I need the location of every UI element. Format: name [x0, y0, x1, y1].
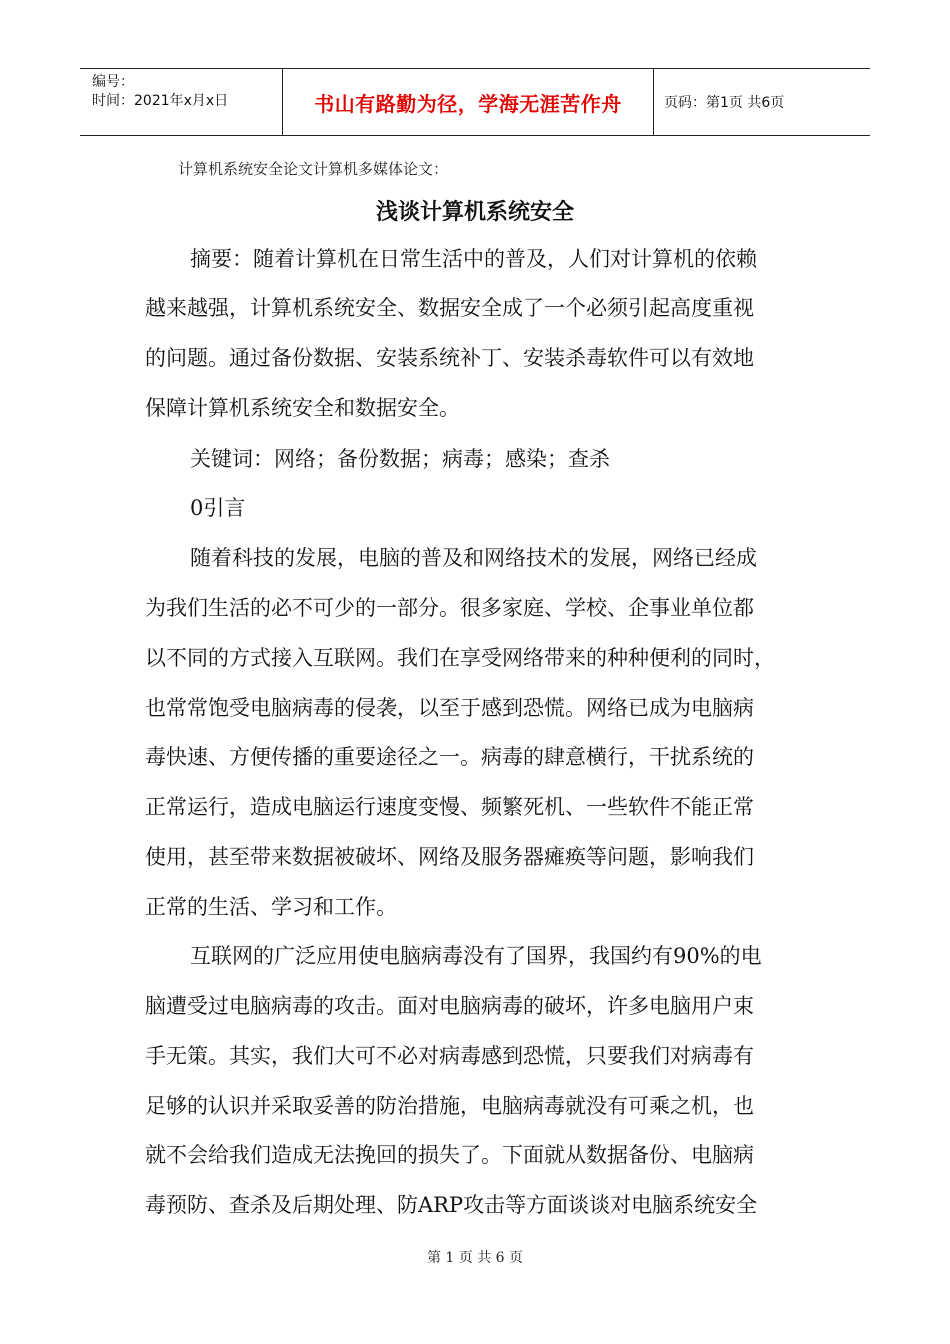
body-line: 保障计算机系统安全和数据安全。 — [145, 396, 460, 420]
document-subtitle: 计算机系统安全论文计算机多媒体论文： — [178, 160, 449, 178]
header-page-info — [654, 69, 870, 135]
header-meta — [80, 69, 282, 135]
header-table — [80, 68, 870, 136]
keywords-line: 关键词：网络；备份数据；病毒；感染；查杀 — [190, 447, 610, 471]
body-line: 以不同的方式接入互联网。我们在享受网络带来的种种便利的同时， — [145, 646, 775, 670]
body-line: 毒快速、方便传播的重要途径之一。病毒的肆意横行，干扰系统的 — [145, 745, 754, 769]
document-number-label: 编号： — [92, 74, 134, 90]
body-line: 就不会给我们造成无法挽回的损失了。下面就从数据备份、电脑病 — [145, 1143, 754, 1167]
motto-text: 书山有路勤为径，学海无涯苦作舟 — [314, 91, 622, 116]
body-line: 的问题。通过备份数据、安装系统补丁、安装杀毒软件可以有效地 — [145, 346, 754, 370]
body-line: 为我们生活的必不可少的一部分。很多家庭、学校、企事业单位都 — [145, 596, 754, 620]
body-line: 使用，甚至带来数据被破坏、网络及服务器瘫痪等问题，影响我们 — [145, 845, 754, 869]
body-line: 也常常饱受电脑病毒的侵袭，以至于感到恐慌。网络已成为电脑病 — [145, 696, 754, 720]
page-footer: 第 1 页 共 6 页 — [426, 1250, 524, 1266]
document-title: 浅谈计算机系统安全 — [375, 200, 574, 225]
body-line: 正常的生活、学习和工作。 — [145, 895, 397, 919]
body-line: 互联网的广泛应用使电脑病毒没有了国界，我国约有90%的电 — [190, 944, 762, 968]
document-date: 时间：2021年x月x日 — [92, 93, 229, 109]
body-line: 足够的认识并采取妥善的防治措施，电脑病毒就没有可乘之机，也 — [145, 1094, 754, 1118]
body-line: 手无策。其实，我们大可不必对病毒感到恐慌，只要我们对病毒有 — [145, 1044, 754, 1068]
body-line: 正常运行，造成电脑运行速度变慢、频繁死机、一些软件不能正常 — [145, 795, 754, 819]
section-heading: 0引言 — [190, 496, 246, 520]
body-line: 脑遭受过电脑病毒的攻击。面对电脑病毒的破坏，许多电脑用户束 — [145, 994, 754, 1018]
body-line: 毒预防、查杀及后期处理、防ARP攻击等方面谈谈对电脑系统安全 — [145, 1193, 758, 1217]
body-line: 摘要：随着计算机在日常生活中的普及，人们对计算机的依赖 — [190, 247, 757, 271]
page-info-text: 页码：第1页 共6页 — [664, 95, 785, 111]
body-line: 随着科技的发展，电脑的普及和网络技术的发展，网络已经成 — [190, 546, 757, 570]
header-motto — [282, 69, 654, 135]
body-line: 越来越强，计算机系统安全、数据安全成了一个必须引起高度重视 — [145, 296, 754, 320]
